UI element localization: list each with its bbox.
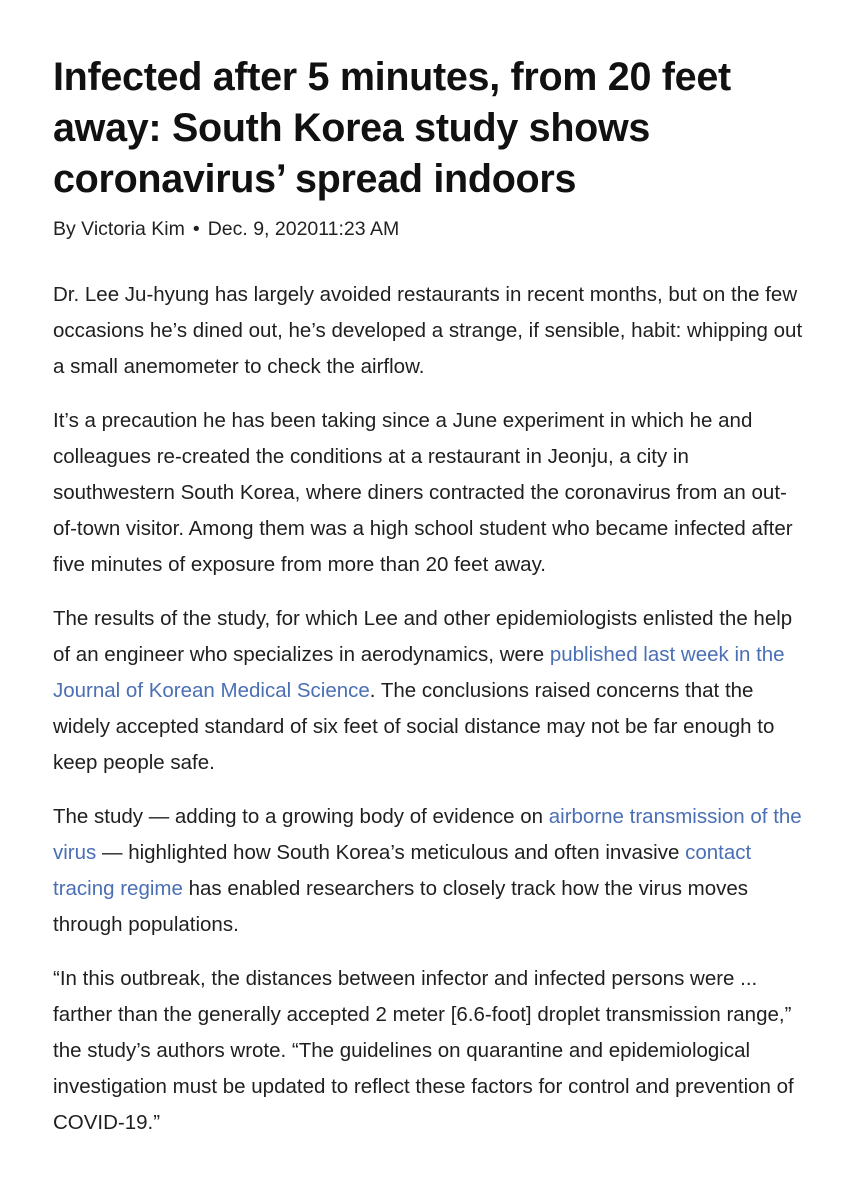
paragraph-4-text-after: has enabled researchers to closely track how the virus moves through populations. <box>53 877 749 936</box>
airborne-transmission-link[interactable]: airborne transmission of the virus <box>53 805 802 864</box>
article-body <box>53 277 807 1141</box>
byline-date: Dec. 9, 202011:23 AM <box>207 218 400 240</box>
byline-separator: • <box>192 218 200 240</box>
paragraph-5: “In this outbreak, the distances between infector and infected persons were ... farther than the generally accepted 2 meter [6.6-foot] droplet transmission range,” the study’s authors wrote. “The guidelines on quarantine and epidemiological investigation must be updated to reflect these factors for control and prevention of COVID-19.” <box>53 967 794 1134</box>
paragraph-1: Dr. Lee Ju-hyung has largely avoided restaurants in recent months, but on the few occasions he’s dined out, he’s developed a strange, if sensible, habit: whipping out a small anemometer to check the airflow. <box>53 283 803 378</box>
paragraph-3 <box>53 601 807 781</box>
published-study-link[interactable]: published last week in the Journal of Korean Medical Science <box>53 643 785 702</box>
byline-author: By Victoria Kim <box>53 218 185 240</box>
article-headline: Infected after 5 minutes, from 20 feet away: South Korea study shows coronavirus’ spread indoors <box>53 55 731 201</box>
contact-tracing-link[interactable]: contact tracing regime <box>53 841 752 900</box>
byline <box>53 215 807 243</box>
paragraph-3-text-before: The results of the study, for which Lee and other epidemiologists enlisted the help of an engineer who specializes in aerodynamics, were <box>53 607 793 666</box>
paragraph-4 <box>53 799 807 943</box>
paragraph-3-text-after: . The conclusions raised concerns that the widely accepted standard of six feet of social distance may not be far enough to keep people safe. <box>53 679 775 774</box>
paragraph-2: It’s a precaution he has been taking since a June experiment in which he and colleagues re-created the conditions at a restaurant in Jeonju, a city in southwestern South Korea, where diners contracted the coronavirus from an out-of-town visitor. Among them was a high school student who became infected after five minutes of exposure from more than 20 feet away. <box>53 409 793 576</box>
paragraph-4-text-middle: — highlighted how South Korea’s meticulous and often invasive <box>96 841 686 864</box>
paragraph-4-text-before: The study — adding to a growing body of evidence on <box>53 805 549 828</box>
